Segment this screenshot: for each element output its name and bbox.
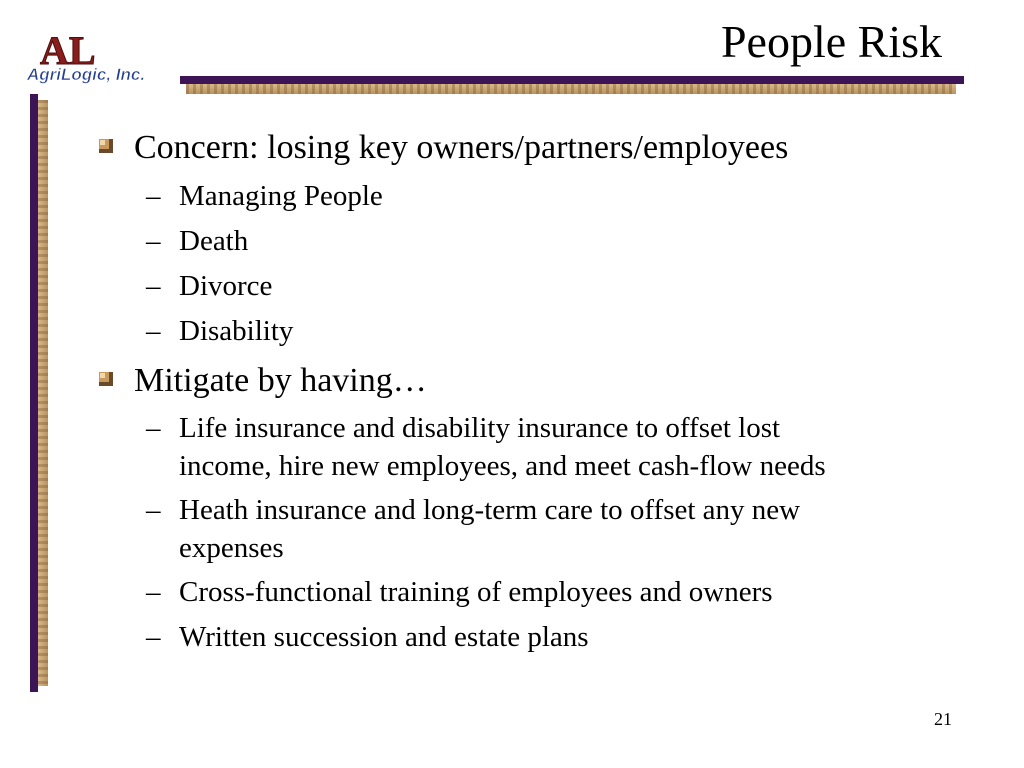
slide-title: People Risk [720, 16, 942, 67]
bullet-text: Concern: losing key owners/partners/employees [134, 129, 789, 166]
subitem-text: Life insurance and disability insurance to offset lost [179, 412, 781, 444]
logo-initials: AL [40, 30, 96, 73]
subitem-text: Managing People [179, 180, 383, 212]
dash-marker: – [146, 180, 161, 212]
subitem-text: Heath insurance and long-term care to offset any new [179, 494, 801, 526]
bullet-icon [98, 138, 114, 154]
subitem-text-continued: expenses [179, 532, 284, 564]
subitem-text: Divorce [179, 270, 273, 302]
subitem-text: Disability [179, 315, 294, 347]
bullet-icon [98, 371, 114, 387]
dash-marker: – [146, 270, 161, 302]
bullet-text: Mitigate by having… [134, 362, 427, 399]
subitem-text: Cross-functional training of employees and owners [179, 576, 773, 608]
dash-marker: – [146, 576, 161, 608]
subitem-text: Death [179, 225, 249, 257]
dash-marker: – [146, 225, 161, 257]
dash-marker: – [146, 494, 161, 526]
dash-marker: – [146, 412, 161, 444]
subitem-text-continued: income, hire new employees, and meet cash-flow needs [179, 450, 826, 482]
subitem-text: Written succession and estate plans [179, 621, 589, 653]
logo-company-name: AgriLogic, Inc. [27, 65, 146, 84]
dash-marker: – [146, 315, 161, 347]
dash-marker: – [146, 621, 161, 653]
page-number: 21 [934, 709, 952, 729]
